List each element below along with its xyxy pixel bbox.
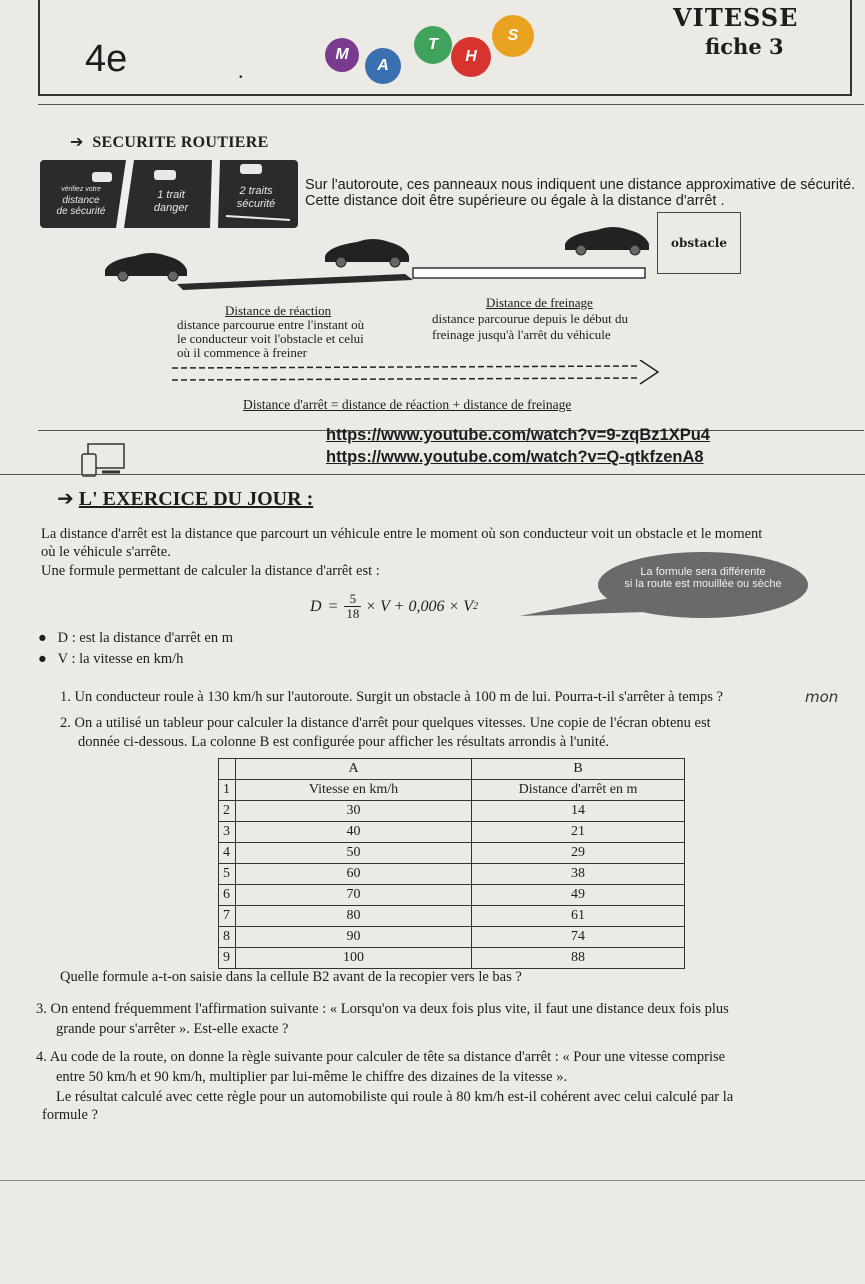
intro-line-2: Cette distance doit être supérieure ou égale à la distance d'arrêt . <box>305 193 725 209</box>
row-number: 7 <box>219 906 236 927</box>
row-number: 4 <box>219 843 236 864</box>
exercice-intro-2: où le véhicule s'arrête. <box>41 544 171 560</box>
question-4-line-2: entre 50 km/h et 90 km/h, multiplier par lui-même le chiffre des dizaines de la vitesse ». <box>56 1069 568 1085</box>
intro-line-1: Sur l'autoroute, ces panneaux nous indiquent une distance approximative de sécurité. <box>305 177 856 193</box>
handwritten-note: mon <box>805 688 839 706</box>
sign-1-line3: de sécurité <box>56 206 106 217</box>
freinage-bar <box>413 268 645 278</box>
formula-callout <box>598 552 808 618</box>
col-a-header: A <box>236 759 472 780</box>
col-b-header: B <box>472 759 685 780</box>
formula-exponent: 2 <box>473 601 479 612</box>
bullet-dot-icon: ● <box>38 651 47 667</box>
car-3-icon <box>565 227 649 255</box>
exercice-title <box>57 486 313 511</box>
formula-d: D <box>310 597 322 615</box>
question-2-line-1: 2. On a utilisé un tableur pour calculer la distance d'arrêt pour quelques vitesses. Une copie de l'écran obtenu est <box>60 715 711 731</box>
section-title <box>70 132 269 152</box>
formula-rest: × V + 0,006 × V <box>365 597 474 615</box>
cell-vitesse: 30 <box>236 801 472 822</box>
table-row <box>219 843 685 864</box>
row-number: 8 <box>219 927 236 948</box>
formula-fraction <box>344 592 361 621</box>
bullet-v-text: V : la vitesse en km/h <box>57 651 184 667</box>
cell-vitesse: 70 <box>236 885 472 906</box>
youtube-link-1[interactable]: https://www.youtube.com/watch?v=9-zqBz1XPu4 <box>326 426 710 444</box>
sign-3-line1: 2 traits <box>239 185 273 197</box>
page-title: VITESSE <box>673 3 799 32</box>
section-title-text: SECURITE ROUTIERE <box>92 134 269 151</box>
cell-vitesse: 80 <box>236 906 472 927</box>
logo-ball-s: S <box>492 15 534 57</box>
computer-icon <box>80 442 126 478</box>
cell-distance: 88 <box>472 948 685 969</box>
logo-ball-a: A <box>365 48 401 84</box>
arret-dashed-arrow <box>170 360 665 388</box>
arrow-right-icon: ➔ <box>70 132 84 151</box>
cell-distance: 38 <box>472 864 685 885</box>
header-vitesse: Vitesse en km/h <box>236 780 472 801</box>
exercice-title-text: L' EXERCICE DU JOUR : <box>78 488 314 510</box>
formula-equals: = <box>327 597 339 615</box>
table-row <box>219 927 685 948</box>
row-number: 6 <box>219 885 236 906</box>
reaction-title: Distance de réaction <box>225 303 332 318</box>
sign-2-line1: 1 trait <box>157 189 185 201</box>
callout-line-1: La formule sera différente <box>640 566 766 578</box>
sign-1-line1: vérifiez votre <box>61 186 101 193</box>
cell-distance: 29 <box>472 843 685 864</box>
cell-vitesse: 90 <box>236 927 472 948</box>
logo-ball-h: H <box>451 37 491 77</box>
reaction-arrow <box>177 274 413 290</box>
reaction-desc-3: où il commence à freiner <box>177 345 307 360</box>
question-3-line-2: grande pour s'arrêter ». Est-elle exacte ? <box>56 1021 289 1037</box>
sign-2-line2: danger <box>153 202 189 214</box>
header-distance: Distance d'arrêt en m <box>472 780 685 801</box>
cell-distance: 14 <box>472 801 685 822</box>
logo-ball-m: M <box>325 38 359 72</box>
cell-distance: 21 <box>472 822 685 843</box>
column-header-row <box>219 759 685 780</box>
question-4-line-3: Le résultat calculé avec cette règle pour un automobiliste qui roule à 80 km/h est-il cohérent avec celui calculé par la <box>56 1089 734 1105</box>
exercice-intro-3: Une formule permettant de calculer la distance d'arrêt est : <box>41 563 380 579</box>
fiche-number: fiche 3 <box>705 34 784 59</box>
reaction-desc-2: le conducteur voit l'obstacle et celui <box>177 331 364 346</box>
question-2-line-2: donnée ci-dessous. La colonne B est configurée pour afficher les résultats arrondis à l'unité. <box>78 734 610 750</box>
freinage-desc-2: freinage jusqu'à l'arrêt du véhicule <box>432 327 611 342</box>
question-4-line-4: formule ? <box>42 1107 98 1123</box>
table-row <box>219 864 685 885</box>
car-2-icon <box>325 239 409 267</box>
row-number: 3 <box>219 822 236 843</box>
road-signs-image <box>40 160 298 228</box>
table-row <box>219 822 685 843</box>
exercice-intro-1: La distance d'arrêt est la distance que parcourt un véhicule entre le moment où son conducteur voit un obstacle et le moment <box>41 526 763 542</box>
spreadsheet-table <box>218 758 685 969</box>
row-number: 5 <box>219 864 236 885</box>
question-2-line-3: Quelle formule a-t-on saisie dans la cellule B2 avant de la recopier vers le bas ? <box>60 969 522 985</box>
sign-3-line2: sécurité <box>236 198 276 210</box>
cell-vitesse: 50 <box>236 843 472 864</box>
cell-distance: 61 <box>472 906 685 927</box>
logo-ball-t: T <box>414 26 452 64</box>
cell-vitesse: 60 <box>236 864 472 885</box>
arret-formula: Distance d'arrêt = distance de réaction + distance de freinage <box>243 397 572 412</box>
question-1: 1. Un conducteur roule à 130 km/h sur l'autoroute. Surgit un obstacle à 100 m de lui. Pourra-t-il s'arrêter à temps ? <box>60 689 723 705</box>
cell-vitesse: 40 <box>236 822 472 843</box>
cell-vitesse: 100 <box>236 948 472 969</box>
question-3-line-1: 3. On entend fréquemment l'affirmation suivante : « Lorsqu'on va deux fois plus vite, il faut une distance deux fois plus <box>36 1001 729 1017</box>
arrow-right-icon: ➔ <box>57 486 74 510</box>
fraction-denominator: 18 <box>346 606 360 621</box>
row-number: 2 <box>219 801 236 822</box>
table-row <box>219 780 685 801</box>
question-4-line-1: 4. Au code de la route, on donne la règle suivante pour calculer de tête sa distance d'arrêt : « Pour une vitesse comprise <box>36 1049 726 1065</box>
fraction-numerator: 5 <box>349 591 357 606</box>
table-row <box>219 906 685 927</box>
table-row <box>219 885 685 906</box>
cell-distance: 74 <box>472 927 685 948</box>
header-dot: . <box>238 58 244 83</box>
youtube-link-2[interactable]: https://www.youtube.com/watch?v=Q-qtkfzenA8 <box>326 448 704 466</box>
cell-distance: 49 <box>472 885 685 906</box>
grade-label: 4e <box>85 38 128 80</box>
freinage-title: Distance de freinage <box>486 295 593 310</box>
links-divider <box>0 474 865 475</box>
table-row <box>219 801 685 822</box>
sign-1-line2: distance <box>62 195 100 206</box>
bullet-d <box>38 630 233 647</box>
stopping-distance-formula <box>310 592 478 621</box>
bottom-divider <box>0 1180 865 1181</box>
bullet-d-text: D : est la distance d'arrêt en m <box>57 630 233 646</box>
callout-line-2: si la route est mouillée ou sèche <box>624 578 782 590</box>
row-number: 1 <box>219 780 236 801</box>
row-number: 9 <box>219 948 236 969</box>
bullet-dot-icon: ● <box>38 630 47 646</box>
corner-cell <box>219 759 236 780</box>
table-row <box>219 948 685 969</box>
cars-diagram <box>95 222 660 302</box>
obstacle-box: obstacle <box>657 212 741 274</box>
car-1-icon <box>105 253 187 281</box>
reaction-desc-1: distance parcourue entre l'instant où <box>177 317 365 332</box>
freinage-desc-1: distance parcourue depuis le début du <box>432 311 629 326</box>
bullet-v <box>38 651 183 668</box>
